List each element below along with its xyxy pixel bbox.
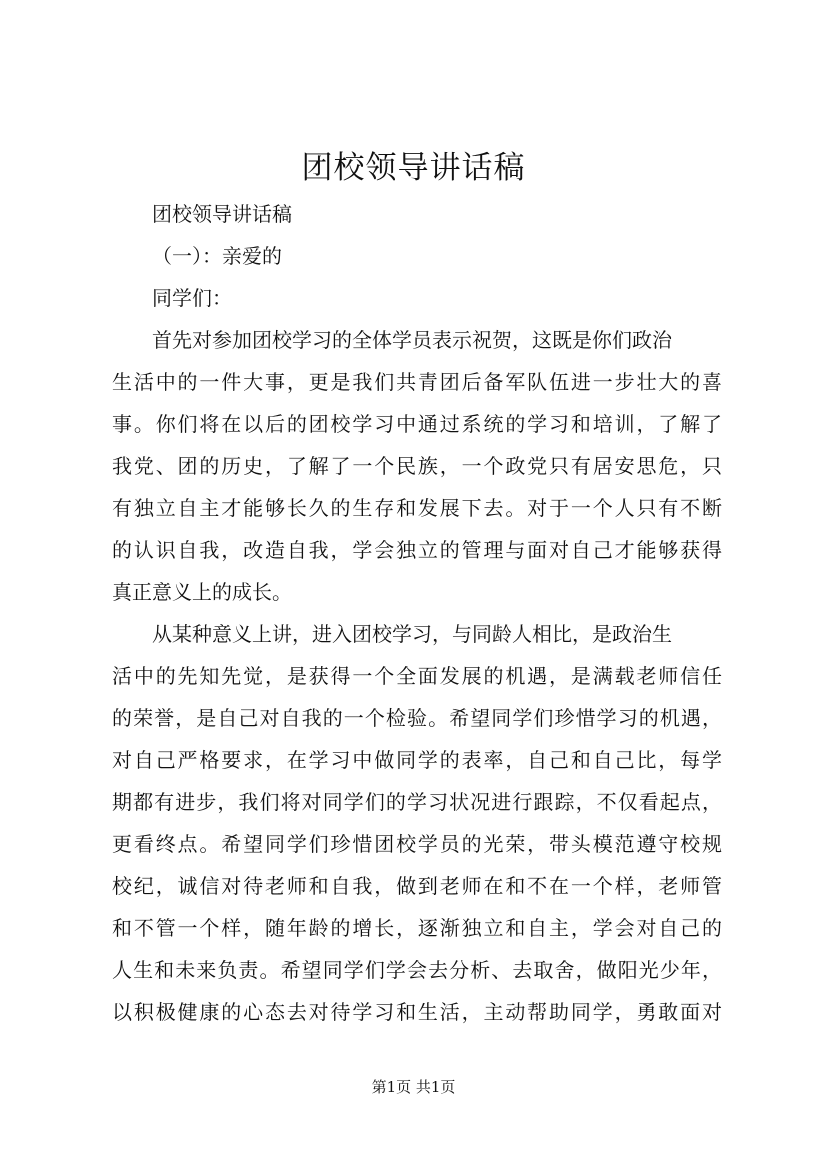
paragraph-line: 人生和未来负责。希望同学们学会去分析、去取舍，做阳光少年， <box>112 958 722 982</box>
paragraph-line: 真正意义上的成长。 <box>112 580 292 604</box>
subtitle-line: 团校领导讲话稿 <box>152 202 292 226</box>
section-label: （一）：亲爱的 <box>152 244 282 268</box>
paragraph-line: 有独立自主才能够长久的生存和发展下去。对于一个人只有不断 <box>112 496 722 520</box>
paragraph-line: 首先对参加团校学习的全体学员表示祝贺，这既是你们政治 <box>152 328 672 352</box>
paragraph-line: 更看终点。希望同学们珍惜团校学员的光荣，带头模范遵守校规 <box>112 832 722 856</box>
paragraph-line: 校纪，诚信对待老师和自我，做到老师在和不在一个样，老师管 <box>112 874 722 898</box>
paragraph-line: 活中的先知先觉，是获得一个全面发展的机遇，是满载老师信任 <box>112 664 722 688</box>
paragraph-line: 以积极健康的心态去对待学习和生活，主动帮助同学，勇敢面对 <box>112 1000 722 1024</box>
page-footer: 第1页 共1页 <box>371 1078 456 1096</box>
paragraph-line: 的荣誉，是自己对自我的一个检验。希望同学们珍惜学习的机遇， <box>112 706 722 730</box>
paragraph-line: 的认识自我，改造自我，学会独立的管理与面对自己才能够获得 <box>112 538 722 562</box>
paragraph-line: 事。你们将在以后的团校学习中通过系统的学习和培训，了解了 <box>112 412 722 436</box>
paragraph-line: 我党、团的历史，了解了一个民族，一个政党只有居安思危，只 <box>112 454 722 478</box>
document-title: 团校领导讲话稿 <box>301 150 526 186</box>
paragraph-line: 和不管一个样，随年龄的增长，逐渐独立和自主，学会对自己的 <box>112 916 722 940</box>
paragraph-line: 期都有进步，我们将对同学们的学习状况进行跟踪，不仅看起点， <box>112 790 722 814</box>
greeting-line: 同学们： <box>152 286 232 310</box>
paragraph-line: 生活中的一件大事，更是我们共青团后备军队伍进一步壮大的喜 <box>112 370 722 394</box>
paragraph-line: 对自己严格要求，在学习中做同学的表率，自己和自己比，每学 <box>112 748 722 772</box>
paragraph-line: 从某种意义上讲，进入团校学习，与同龄人相比，是政治生 <box>152 622 672 646</box>
